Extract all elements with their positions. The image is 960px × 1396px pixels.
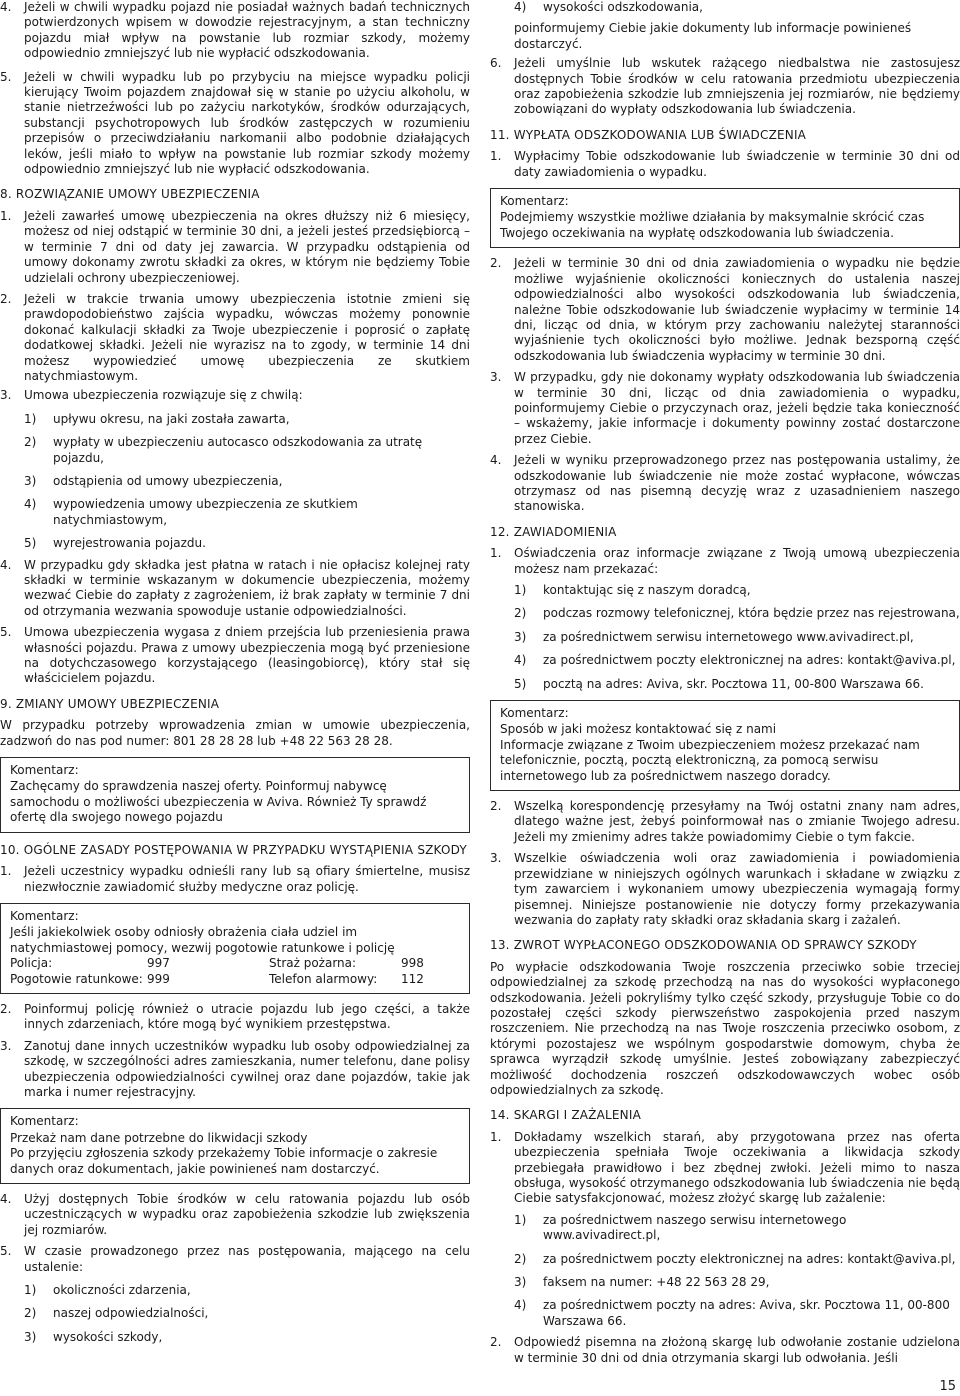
comment-highlight: Jeśli jakiekolwiek osoby odniosły obrażenia ciała udziel im natychmiastowej pomocy, wezwij pogotowie ratunkowe i policję [10,925,395,955]
item-text: Oświadczenia oraz informacje związane z Twoją umową ubezpieczenia możesz nam przekazać: [514,546,960,576]
emergency-number: 112 [401,971,424,986]
item-text: Wszelkie oświadczenia woli oraz zawiadomienia i powiadomienia przewidziane w niniejszych ogólnych warunkach i składane w związku z tym zawarciem i wykonaniem umowy ubezpieczenia wymagają formy pisemnej. Niniejsze postanowienie nie dotyczy formy przekazywania wezwania do zapłaty raty składki oraz składania skarg i zażaleń. [514,851,960,927]
item-text: Umowa ubezpieczenia rozwiązuje się z chwilą: [24,388,303,403]
sub-item [0,435,470,466]
sub-text: odstąpienia od umowy ubezpieczenia, [53,473,283,488]
list-item [490,149,960,180]
sub-number: 5) [24,536,37,551]
sub-text: faksem na numer: +48 22 563 28 29, [543,1275,770,1290]
sub-item [490,1252,960,1267]
item-text: Jeżeli w terminie 30 dni od dnia zawiadomienia o wypadku nie będzie możliwe wyjaśnienie okoliczności koniecznych do ustalenia naszej odpowiedzialności albo wysokości odszkodowania lub świadczenia, należne Tobie odszkodowanie lub świadczenie wypłacimy w terminie 14 dni, licząc od dnia, w którym przy zachowaniu należytej staranności wyjaśnienie tych okoliczności było możliwe. Jednak bezsporną część odszkodowania lub świadczenia wypłacimy w terminie 30 dni. [514,256,960,363]
list-item [490,256,960,364]
sub-text: za pośrednictwem poczty na adres: Aviva, skr. Pocztowa 11, 00-800 Warszawa 66. [543,1298,950,1328]
comment-text: Podejmiemy wszystkie możliwe działania by maksymalnie skrócić czas Twojego oczekiwania na wypłatę odszkodowania lub świadczenia. [500,210,925,240]
sub-item [0,1283,470,1298]
item-number: 4. [0,1192,12,1206]
sub-text: upływu okresu, na jaki została zawarta, [53,411,290,426]
comment-highlight: Sposób w jaki możesz kontaktować się z nami [500,722,777,737]
sub-item [490,653,960,668]
sub-item [490,583,960,598]
list-item [490,1335,960,1366]
sub-text: za pośrednictwem naszego serwisu internetowego www.avivadirect.pl, [543,1212,847,1243]
sub-item [0,536,470,551]
item-text: Jeżeli uczestnicy wypadku odnieśli rany lub są ofiary śmiertelne, musisz niezwłocznie zawiadomić służby medyczne oraz policję. [24,864,470,894]
section-heading: 10. OGÓLNE ZASADY POSTĘPOWANIA W PRZYPADKU WYSTĄPIENIA SZKODY [0,842,467,857]
sub-text: wysokości szkody, [53,1329,163,1344]
sub-item [490,1298,960,1329]
item-number: 3. [490,370,502,385]
emergency-numbers [10,956,460,987]
sub-item [490,1213,960,1244]
sub-number: 1) [514,583,527,597]
sub-item [490,0,960,15]
sub-item [0,412,470,427]
sub-item [490,677,960,692]
sub-number: 3) [514,1275,527,1290]
item-number: 5. [0,69,12,84]
sub-number: 4) [514,1298,527,1313]
item-number: 1. [490,149,502,164]
item-number: 5. [0,625,12,640]
item-number: 2. [490,1335,502,1350]
item-text: Poinformuj policję również o utracie pojazdu lub jego części, a także innych zdarzeniach, które mogą być wynikiem przestępstwa. [24,1001,470,1032]
comment-box [0,1108,470,1184]
sub-text: okoliczności zdarzenia, [53,1283,191,1298]
comment-highlight: Przekaż nam dane potrzebne do likwidacji szkody [10,1130,308,1145]
sub-number: 2) [24,1306,37,1321]
sub-text: wyrejestrowania pojazdu. [53,536,206,551]
list-item [0,1039,470,1101]
emergency-number: 999 [147,971,170,986]
sub-text: wysokości odszkodowania, [543,0,703,14]
item-text: Zanotuj dane innych uczestników wypadku lub osoby odpowiedzialnej za szkodę, w szczególności adres zamieszkania, numer telefonu, dane polisy ubezpieczenia odpowiedzialności cywilnej oraz dane pojazdów, takie jak marka i numer rejestracyjny. [24,1038,470,1099]
sub-item [0,1306,470,1321]
comment-box [0,903,470,994]
item-number: 6. [490,56,502,71]
item-text: W czasie prowadzonego przez nas postępowania, mającego na celu ustalenie: [24,1244,470,1274]
item-text: W przypadku, gdy nie dokonamy wypłaty odszkodowania lub świadczenia w terminie 30 dni, licząc od dnia zawiadomienia o wypadku, poinformujemy Ciebie o przyczynach oraz, jeżeli będzie taka konieczność – wskażemy, jakie informacje i dokumenty powinny zostać dostarczone przez Ciebie. [514,370,960,446]
section-heading: 13. ZWROT WYPŁACONEGO ODSZKODOWANIA OD SPRAWCY SZKODY [490,938,917,953]
item-text: Jeżeli w wyniku przeprowadzonego przez nas postępowania ustalimy, że odszkodowanie lub świadczenie nie może zostać wypłacone, wówczas otrzymasz od nas pisemną decyzję wraz z uzasadnieniem naszego stanowiska. [514,453,960,514]
sub-number: 1) [24,411,37,426]
sub-number: 1) [24,1283,37,1298]
section-heading: 14. SKARGI I ZAŻALENIA [490,1108,641,1123]
sub-item [490,1275,960,1290]
list-item [0,625,470,687]
sub-number: 4) [514,0,527,14]
comment-box [490,188,960,248]
item-number: 5. [0,1244,12,1259]
item-text: Użyj dostępnych Tobie środków w celu ratowania pojazdu lub osób uczestniczących w wypadku oraz zapobieżenia szkodzie lub zwiększenia jej rozmiarów. [24,1192,470,1237]
list-item [0,70,470,178]
comment-box [490,700,960,791]
list-item [0,388,470,403]
emergency-label: Telefon alarmowy: [269,971,378,986]
list-item [490,851,960,928]
right-column [490,0,960,1366]
item-text: Jeżeli zawarłeś umowę ubezpieczenia na okres dłuższy niż 6 miesięcy, możesz od niej odstąpić w terminie 30 dni, a jeżeli jesteś przedsiębiorcą – w terminie 7 dni od daty jej zawarcia. W przypadku odstąpienia od umowy dokonamy zwrotu składki za okres, w którym nie będziemy Tobie udzielali ochrony ubezpieczeniowej. [24,208,470,285]
item-number: 1. [490,546,502,561]
list-item [0,558,470,620]
list-item [0,864,470,895]
sub-item [490,630,960,645]
emergency-number: 997 [147,956,170,971]
item-number: 1. [0,864,12,879]
sub-item [0,497,470,528]
item-text: Wypłacimy Tobie odszkodowanie lub świadczenie w terminie 30 dni od daty zawiadomienia o wypadku. [514,149,960,179]
item-text: Jeżeli w chwili wypadku lub po przybyciu na miejsce wypadku policji kierujący Twoim pojazdem znajdował się w stanie po użyciu alkoholu, w stanie nietrzeźwości lub po zażyciu narkotyków, środków odurzających, substancji psychotropowych lub środków zastępczych w rozumieniu przepisów o przeciwdziałaniu narkomanii albo podobnie działających leków, jeśli miało to wpływ na powstanie lub rozmiar szkody możemy odpowiednio zmniejszyć lub nie wypłacić odszkodowania. [24,69,470,177]
item-number: 1. [490,1129,502,1144]
list-item [0,1002,470,1033]
item-text: Jeżeli w trakcie trwania umowy ubezpieczenia istotnie zmieni się prawdopodobieństwo zajścia wypadku, wówczas możemy ponownie dokonać kalkulacji składki za Twoje ubezpieczenie i poprosić o zapłatę dodatkowej składki. Jeżeli nie wyrazisz na to zgody, w terminie 14 dni możesz wypowiedzieć umowę ubezpieczenia ze skutkiem natychmiastowym. [24,291,470,383]
item-number: 2. [490,256,502,271]
list-item [0,292,470,384]
item-number: 3. [0,1038,12,1053]
sub-item [0,474,470,489]
sub-number: 4) [24,497,37,512]
emergency-label: Policja: [10,956,53,971]
comment-label: Komentarz: [10,763,79,778]
item-number: 4. [0,557,12,572]
comment-text: Po przyjęciu zgłoszenia szkody przekażemy Tobie informacje o zakresie danych oraz dokumentach, jakie powinieneś nam dostarczyć. [10,1146,438,1176]
sub-text: podczas rozmowy telefonicznej, która będzie przez nas rejestrowana, [543,606,960,621]
comment-label: Komentarz: [10,908,79,923]
sub-text: za pośrednictwem poczty elektronicznej na adres: kontakt@aviva.pl, [543,653,956,668]
section-heading: 12. ZAWIADOMIENIA [490,524,617,539]
section-text: W przypadku potrzeby wprowadzenia zmian w umowie ubezpieczenia, zadzwoń do nas pod numer: 801 28 28 28 lub +48 22 563 28 28. [0,718,470,748]
sub-text: za pośrednictwem poczty elektronicznej na adres: kontakt@aviva.pl, [543,1251,956,1266]
section-heading: 11. WYPŁATA ODSZKODOWANIA LUB ŚWIADCZENIA [490,127,807,142]
sub-text: pocztą na adres: Aviva, skr. Pocztowa 11, 00-800 Warszawa 66. [543,676,924,691]
item-number: 4. [490,453,502,468]
comment-box [0,757,470,833]
sub-number: 2) [514,1251,527,1266]
sub-number: 3) [24,1329,37,1344]
sub-number: 1) [514,1212,527,1227]
comment-label: Komentarz: [10,1114,79,1129]
item-number: 4. [0,0,12,14]
section-heading: 8. ROZWIĄZANIE UMOWY UBEZPIECZENIA [0,187,260,202]
section-heading: 9. ZMIANY UMOWY UBEZPIECZENIA [0,696,220,711]
emergency-label: Pogotowie ratunkowe: [10,971,143,986]
list-item [0,0,470,62]
comment-highlight: Zachęcamy do sprawdzenia naszej oferty. Poinformuj nabywcę samochodu o możliwości ubezpieczenia w Aviva. Również Ty sprawdź ofertę dla swojego nowego pojazdu [10,779,427,825]
sub-text: za pośrednictwem serwisu internetowego www.avivadirect.pl, [543,629,914,644]
section-text: Po wypłacie odszkodowania Twoje roszczenia przeciwko sobie trzeciej odpowiedzialnej za szkodę przechodzą na nas do wysokości wypłaconego odszkodowania. Jeżeli pokryliśmy tylko część szkody, przysługuje Tobie co do pozostałej części szkody pierwszeństwo zaspokojenia przed naszym roszczeniem. Nie przechodzą na nas Twoje roszczenia przeciwko osobom, z którymi pozostajesz we wspólnym gospodarstwie domowym, chyba że sprawca wyrządził szkodę umyślnie. Jesteś zobowiązany zabezpieczyć możliwość dochodzenia roszczeń odszkodowawczych wobec osób odpowiedzialnych za szkodę. [490,959,960,1097]
item-text: Dokładamy wszelkich starań, aby przygotowana przez nas oferta ubezpieczenia spełniała Twoje oczekiwania a likwidacja szkody przebiegała prawidłowo i bez zbędnej zwłoki. Jeżeli mimo to nasza obsługa, wysokość otrzymanego odszkodowania lub świadczenia nie będą Ciebie satysfakcjonować, możesz złożyć skargę lub zażalenie: [514,1129,960,1206]
comment-label: Komentarz: [500,706,569,721]
item-number: 2. [0,291,12,306]
comment-label: Komentarz: [500,194,569,209]
item-number: 3. [490,851,502,866]
item-number: 1. [0,208,12,223]
sub-text: wypłaty w ubezpieczeniu autocasco odszkodowania za utratę pojazdu, [53,435,423,465]
item-text: Jeżeli umyślnie lub wskutek rażącego niedbalstwa nie zastosujesz dostępnych Tobie środków w celu ratowania przedmiotu ubezpieczenia oraz zapobieżenia szkodzie lub zmniejszenia jej rozmiarów, nie będziemy zobowiązani do wypłaty odszkodowania lub świadczenia. [514,56,960,117]
continuation-text: poinformujemy Ciebie jakie dokumenty lub informacje powinieneś dostarczyć. [514,21,912,51]
list-item [490,56,960,118]
item-number: 2. [0,1001,12,1016]
sub-number: 5) [514,676,527,691]
item-text: Odpowiedź pisemna na złożoną skargę lub odwołanie zostanie udzielona w terminie 30 dni od dnia otrzymania skargi lub odwołania. Jeśli [514,1335,960,1365]
item-number: 2. [490,799,502,814]
item-text: Jeżeli w chwili wypadku pojazd nie posiadał ważnych badań technicznych potwierdzonych wpisem w dowodzie rejestracyjnym, a stan techniczny pojazdu miał wpływ na powstanie lub rozmiar szkody, możemy odpowiednio zmniejszyć lub nie wypłacić odszkodowania. [24,0,470,61]
list-item [0,1192,470,1238]
emergency-label: Straż pożarna: [269,956,357,971]
item-text: Umowa ubezpieczenia wygasa z dniem przejścia lub przeniesienia prawa własności pojazdu. Prawa z umowy ubezpieczenia mogą być przeniesione na dotychczasowego korzystającego (leasingobiorcę), który stał się właścicielem pojazdu. [24,625,470,686]
sub-item [0,1330,470,1345]
page-number: 15 [939,1378,956,1394]
sub-item [490,606,960,621]
list-item [490,546,960,577]
left-column [0,0,470,1345]
list-item [490,1130,960,1207]
sub-number: 2) [514,606,527,621]
sub-text: naszej odpowiedzialności, [53,1306,209,1321]
sub-number: 2) [24,435,37,450]
sub-number: 4) [514,653,527,668]
sub-number: 3) [514,629,527,644]
list-item [0,209,470,286]
item-text: Wszelką korespondencję przesyłamy na Twój ostatni znany nam adres, dlatego ważne jest, żebyś poinformował nas o zmianie Twojego adresu. Jeżeli my zmienimy adres także powiadomimy Ciebie o tym fakcie. [514,799,960,844]
sub-text: kontaktując się z naszym doradcą, [543,583,751,597]
comment-text: Informacje związane z Twoim ubezpieczeniem możesz przekazać nam telefonicznie, pocztą, pocztą elektroniczną, za pomocą serwisu internetowego lub za pośrednictwem naszego doradcy. [500,737,920,783]
list-item [490,453,960,515]
list-item [0,1244,470,1275]
emergency-number: 998 [401,956,424,971]
item-text: W przypadku gdy składka jest płatna w ratach i nie opłacisz kolejnej raty składki w terminie wskazanym w dokumencie ubezpieczenia, możemy wezwać Ciebie do zapłaty z zagrożeniem, iż brak zapłaty w terminie 7 dni od otrzymania wezwania spowoduje ustanie odpowiedzialności. [24,557,470,618]
item-number: 3. [0,388,12,403]
list-item [490,370,960,447]
sub-text: wypowiedzenia umowy ubezpieczenia ze skutkiem natychmiastowym, [53,497,358,527]
list-item [490,799,960,845]
sub-number: 3) [24,473,37,488]
